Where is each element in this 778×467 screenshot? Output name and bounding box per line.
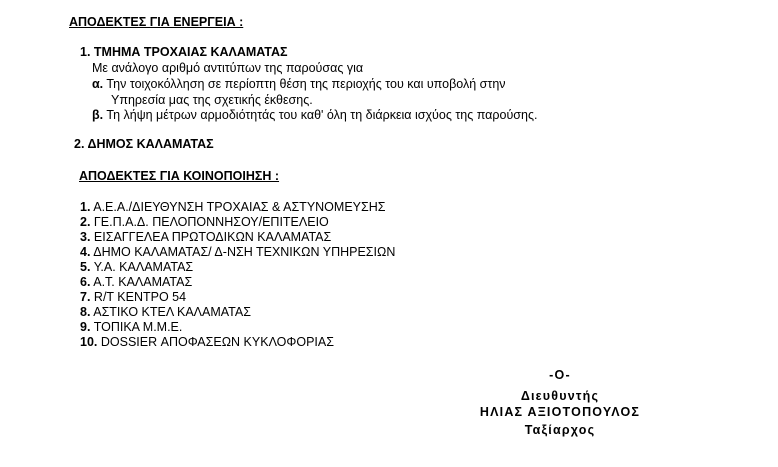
notify-recipients-heading: ΑΠΟΔΕΚΤΕΣ ΓΙΑ ΚΟΙΝΟΠΟΙΗΣΗ : bbox=[79, 169, 280, 183]
action-point-b-marker: β. bbox=[92, 108, 104, 122]
action-point-a-line1: Την τοιχοκόλληση σε περίοπτη θέση της περιοχής του και υποβολή στην bbox=[106, 77, 506, 91]
list-item bbox=[80, 215, 329, 230]
list-item-text: Υ.Α. ΚΑΛΑΜΑΤΑΣ bbox=[93, 260, 194, 274]
list-item-text: R/T ΚΕΝΤΡΟ 54 bbox=[93, 290, 187, 304]
action-point-a bbox=[92, 77, 506, 92]
list-item-number: 10. bbox=[80, 335, 98, 349]
list-item-number: 1. bbox=[80, 200, 91, 214]
signature-role: Διευθυντής bbox=[520, 389, 600, 403]
list-item-text: Α.Τ. ΚΑΛΑΜΑΤΑΣ bbox=[93, 275, 193, 289]
list-item-text: ΤΟΠΙΚΑ Μ.Μ.Ε. bbox=[93, 320, 183, 334]
list-item-number: 8. bbox=[80, 305, 91, 319]
action-recipient-1-title: ΤΜΗΜΑ ΤΡΟΧΑΙΑΣ ΚΑΛΑΜΑΤΑΣ bbox=[93, 45, 288, 59]
list-item bbox=[80, 320, 182, 335]
list-item-number: 3. bbox=[80, 230, 91, 244]
signature-mark: -Ο- bbox=[549, 368, 571, 382]
list-item-number: 6. bbox=[80, 275, 91, 289]
list-item bbox=[80, 335, 334, 350]
action-recipient-1-number: 1. bbox=[80, 45, 91, 59]
list-item-number: 4. bbox=[80, 245, 91, 259]
list-item bbox=[80, 290, 186, 305]
action-recipient-2-number: 2. bbox=[74, 137, 85, 151]
action-point-a-line2: Υπηρεσία μας της σχετικής έκθεσης. bbox=[111, 93, 313, 107]
signature-rank: Ταξίαρχος bbox=[524, 423, 596, 437]
list-item-text: ΑΣΤΙΚΟ ΚΤΕΛ ΚΑΛΑΜΑΤΑΣ bbox=[93, 305, 251, 319]
list-item-text: ΕΙΣΑΓΓΕΛΕΑ ΠΡΩΤΟΔΙΚΩΝ ΚΑΛΑΜΑΤΑΣ bbox=[93, 230, 332, 244]
list-item-number: 2. bbox=[80, 215, 91, 229]
action-point-a-marker: α. bbox=[92, 77, 104, 91]
signature-name: ΗΛΙΑΣ ΑΞΙΟΤΟΠΟΥΛΟΣ bbox=[479, 405, 641, 419]
list-item-text: ΔΗΜΟ ΚΑΛΑΜΑΤΑΣ/ Δ-ΝΣΗ ΤΕΧΝΙΚΩΝ ΥΠΗΡΕΣΙΩΝ bbox=[93, 245, 396, 259]
list-item-number: 7. bbox=[80, 290, 91, 304]
list-item bbox=[80, 245, 395, 260]
list-item bbox=[80, 260, 193, 275]
list-item-number: 5. bbox=[80, 260, 91, 274]
list-item bbox=[80, 230, 331, 245]
list-item bbox=[80, 305, 251, 320]
action-recipient-2-title: ΔΗΜΟΣ ΚΑΛΑΜΑΤΑΣ bbox=[87, 137, 214, 151]
action-recipient-1 bbox=[80, 45, 288, 60]
list-item bbox=[80, 200, 385, 215]
action-recipient-2 bbox=[74, 137, 214, 152]
action-recipients-heading: ΑΠΟΔΕΚΤΕΣ ΓΙΑ ΕΝΕΡΓΕΙΑ : bbox=[69, 15, 244, 29]
list-item-text: Α.Ε.Α./ΔΙΕΥΘΥΝΣΗ ΤΡΟΧΑΙΑΣ & ΑΣΤΥΝΟΜΕΥΣΗΣ bbox=[93, 200, 386, 214]
action-point-b-line1: Τη λήψη μέτρων αρμοδιότητάς του καθ' όλη τη διάρκεια ισχύος της παρούσης. bbox=[106, 108, 538, 122]
list-item-text: DOSSIER ΑΠΟΦΑΣΕΩΝ ΚΥΚΛΟΦΟΡΙΑΣ bbox=[100, 335, 334, 349]
list-item-number: 9. bbox=[80, 320, 91, 334]
list-item bbox=[80, 275, 192, 290]
action-point-b bbox=[92, 108, 537, 123]
list-item-text: ΓΕ.Π.Α.Δ. ΠΕΛΟΠΟΝΝΗΣΟΥ/ΕΠΙΤΕΛΕΙΟ bbox=[93, 215, 329, 229]
action-recipient-1-intro: Με ανάλογο αριθμό αντιτύπων της παρούσας για bbox=[92, 61, 364, 75]
